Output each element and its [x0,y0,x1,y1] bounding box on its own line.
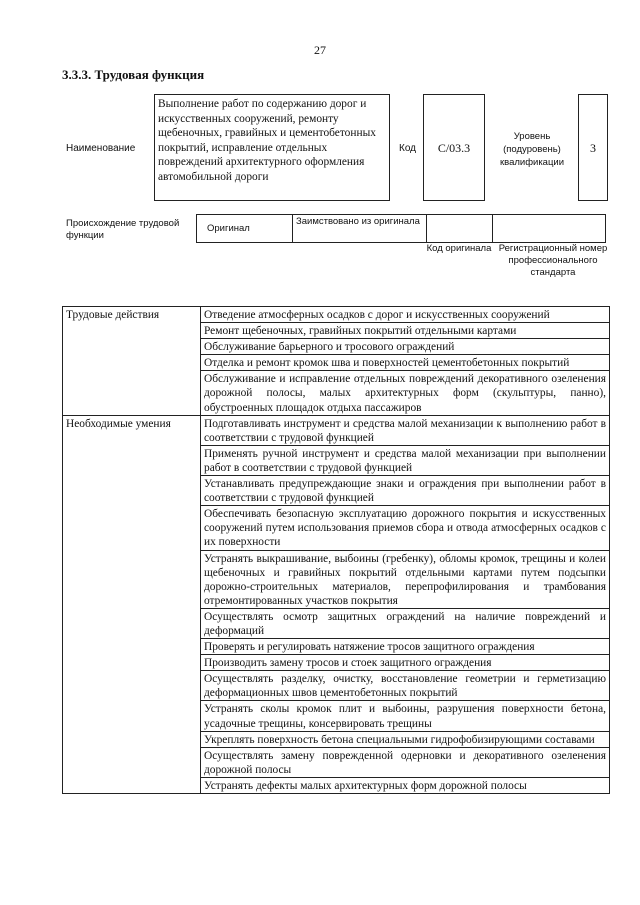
list-item: Обслуживание барьерного и тросового ограждений [201,339,610,355]
list-item: Ремонт щебеночных, гравийных покрытий отдельными картами [201,323,610,339]
code-value-box: C/03.3 [423,94,485,201]
origin-borrowed-cell: Заимствовано из оригинала [292,215,426,242]
list-item: Осуществлять разделку, очистку, восстановление геометрии и герметизацию деформационных швов цементобетонных покрытий [201,671,610,701]
list-item: Устранять выкрашивание, выбоины (гребенку), обломы кромок, трещины и колеи щебеночных и гравийных покрытий отдельными картами путем подсыпки дорожно-строительных материалов, перепрофилирования и трамбования отремонтированных участков покрытия [201,550,610,608]
list-item: Применять ручной инструмент и средства малой механизации при выполнении работ в соответствии с трудовой функцией [201,445,610,475]
list-item: Отведение атмосферных осадков с дорог и искусственных сооружений [201,307,610,323]
origin-original-cell: Оригинал [196,215,292,242]
function-name-box: Выполнение работ по содержанию дорог и искусственных сооружений, ремонту щебеночных, гравийных и цементобетонных покрытий, исправление отдельных повреждений архитектурного оформления автомобильной дороги [154,94,390,201]
table-row [63,307,610,323]
section-title: 3.3.3. Трудовая функция [62,67,205,82]
list-item: Устранять дефекты малых архитектурных форм дорожной полосы [201,777,610,793]
level-value-box: 3 [578,94,608,201]
name-label: Наименование [66,143,136,154]
list-item: Осуществлять осмотр защитных ограждений на наличие повреждений и деформаций [201,608,610,638]
code-original-label: Код оригинала [426,243,492,254]
table-row [63,415,610,445]
origin-reg-number-cell [492,215,606,242]
list-item: Устанавливать предупреждающие знаки и ограждения при выполнении работ в соответствии с трудовой функцией [201,476,610,506]
section-heading-cell: Трудовые действия [63,307,201,416]
function-details-table [62,306,610,794]
list-item: Осуществлять замену поврежденной одерновки и декоративного озеленения дорожной полосы [201,747,610,777]
list-item: Обслуживание и исправление отдельных повреждений декоративного озеленения дорожной полосы, малых архитектурных форм (скульптуры, панно), обустроенных площадок отдыха пассажиров [201,371,610,415]
list-item: Производить замену тросов и стоек защитного ограждения [201,655,610,671]
section-heading-cell: Необходимые умения [63,415,201,793]
page-number: 27 [314,43,326,57]
list-item: Укреплять поверхность бетона специальными гидрофобизирующими составами [201,731,610,747]
level-label: Уровень (подуровень) квалификации [499,131,565,168]
code-label: Код [399,143,417,154]
reg-number-label: Регистрационный номер профессионального стандарта [498,243,608,278]
list-item: Подготавливать инструмент и средства малой механизации к выполнению работ в соответствии с трудовой функцией [201,415,610,445]
origin-code-cell [426,215,492,242]
list-item: Устранять сколы кромок плит и выбоины, разрушения поверхности бетона, усадочные трещины, консервировать трещины [201,701,610,731]
list-item: Отделка и ремонт кромок шва и поверхностей цементобетонных покрытий [201,355,610,371]
origin-row [196,214,606,243]
list-item: Обеспечивать безопасную эксплуатацию дорожного покрытия и искусственных сооружений путем использования приемов сбора и отвода атмосферных осадков с их поверхности [201,506,610,550]
list-item: Проверять и регулировать натяжение тросов защитного ограждения [201,639,610,655]
origin-label: Происхождение трудовой функции [66,218,180,241]
